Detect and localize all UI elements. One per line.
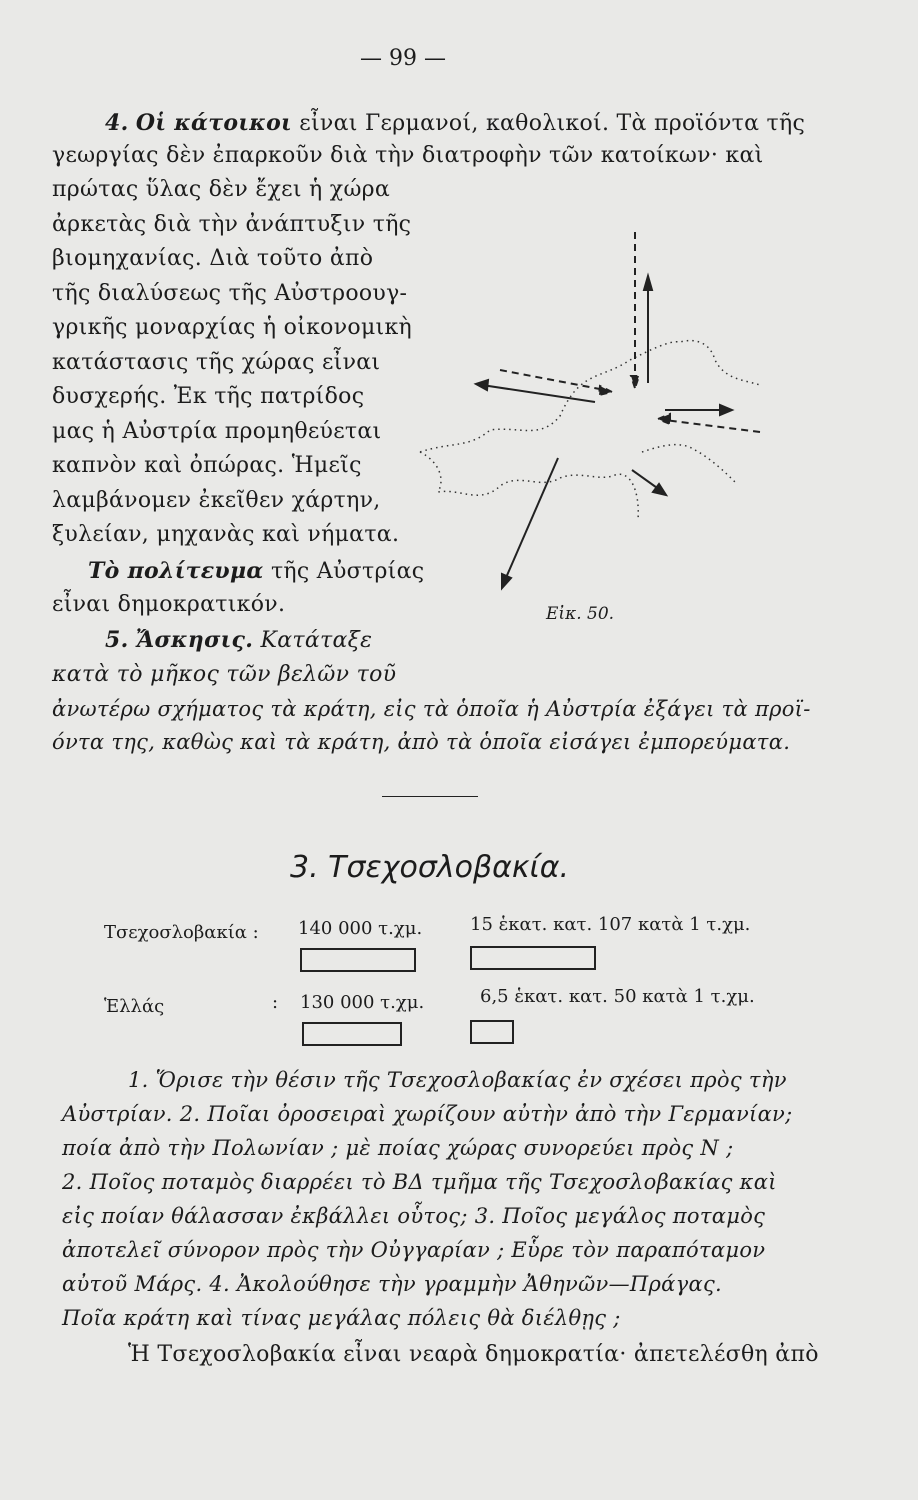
section-4-line: τῆς διαλύσεως τῆς Αὐστροουγ- [52,281,408,306]
section-5-line: ἀνωτέρω σχήματος τὰ κράτη, εἰς τὰ ὁποῖα ἡ Αὐστρία ἐξάγει τὰ προϊ- [52,697,811,721]
section-4-line: καπνὸν καὶ ὀπώρας. Ἡμεῖς [52,453,362,478]
section-4-first-line [105,110,805,136]
export-arrows [476,276,732,588]
stat-country-greece: Ἑλλάς [104,996,165,1017]
section-5-line: κατὰ τὸ μῆκος τῶν βελῶν τοῦ [52,662,397,687]
exercise-line: ἀποτελεῖ σύνορον πρὸς τὴν Οὐγγαρίαν ; Εὗρε τὸν παραπόταμον [62,1238,766,1262]
population-bar-czechoslovakia [470,946,596,970]
section-4-line: ἀρκετὰς διὰ τὴν ἀνάπτυξιν τῆς [52,212,412,237]
section-4-line: βιομηχανίας. Διὰ τοῦτο ἀπὸ [52,246,374,271]
page-number: — 99 — [360,46,446,71]
government-line-2: εἶναι δημοκρατικόν. [52,592,286,617]
area-bar-greece [302,1022,402,1046]
section-5-number: 5. [105,627,129,653]
stat-colon: : [272,992,279,1013]
section-5-line: όντα της, καθὼς καὶ τὰ κράτη, ἀπὸ τὰ ὁποῖα εἰσάγει ἐμπορεύματα. [52,730,791,754]
exercise-line: Αὐστρίαν. 2. Ποῖαι ὀροσειραὶ χωρίζουν αὐτὴν ἀπὸ τὴν Γερμανίαν; [62,1102,793,1126]
section-4-line: λαμβάνομεν ἐκεῖθεν χάρτην, [52,488,381,513]
section-4-line-1: εἶναι Γερμανοί, καθολικοί. Τὰ προϊόντα τῆς [299,111,806,136]
figure-caption: Εἰκ. 50. [546,604,615,624]
section-4-line: πρώτας ὕλας δὲν ἔχει ἡ χώρα [52,177,391,202]
exercise-line: Ποῖα κράτη καὶ τίνας μεγάλας πόλεις θὰ διέλθῃς ; [62,1306,621,1330]
stat-area-greece: 130 000 τ.χμ. [300,992,425,1013]
stat-area-czechoslovakia: 140 000 τ.χμ. [298,918,423,939]
section-4-line: κατάστασις τῆς χώρας εἶναι [52,350,381,375]
population-bar-greece [470,1020,514,1044]
section-4-line: δυσχερής. Ἐκ τῆς πατρίδος [52,384,365,409]
section-5-rest: Κατάταξε [260,628,373,653]
section-4-lead: Οἱ κάτοικοι [135,110,292,136]
government-lead: Τὸ πολίτευμα [88,558,264,584]
section-4-line: γρικῆς μοναρχίας ἡ οἰκονομικὴ [52,315,413,340]
austria-outline [420,341,760,520]
austria-trade-figure [410,220,790,600]
section-4-line: ξυλείαν, μηχανὰς καὶ νήματα. [52,522,400,547]
government-rest: τῆς Αὐστρίας [270,559,425,584]
section-5-lead: Ἄσκησις. [135,627,254,653]
exercise-line: αὐτοῦ Μάρς. 4. Ἀκολούθησε τὴν γραμμὴν Ἀθηνῶν—Πράγας. [62,1272,722,1296]
section-divider [382,796,478,797]
section-4-line: μας ἡ Αὐστρία προμηθεύεται [52,419,382,444]
stat-country-czechoslovakia: Τσεχοσλοβακία : [104,922,259,943]
exercise-line: 1. Ὅρισε τὴν θέσιν τῆς Τσεχοσλοβακίας ἐν σχέσει πρὸς τὴν [128,1068,787,1092]
section-5-first-line [105,627,372,653]
chapter-title: 3. Τσεχοσλοβακία. [290,850,570,885]
section-4-number: 4. [105,110,129,136]
government-line [88,558,424,584]
area-bar-czechoslovakia [300,948,416,972]
exercise-line: 2. Ποῖος ποταμὸς διαρρέει τὸ ΒΔ τμῆμα τῆς Τσεχοσλοβακίας καὶ [62,1170,777,1194]
stat-population-greece: 6,5 ἑκατ. κατ. 50 κατὰ 1 τ.χμ. [480,986,755,1007]
exercise-line: εἰς ποίαν θάλασσαν ἐκβάλλει οὗτος; 3. Ποῖος μεγάλος ποταμὸς [62,1204,766,1228]
import-arrows [500,232,760,432]
stat-population-czechoslovakia: 15 ἑκατ. κατ. 107 κατὰ 1 τ.χμ. [470,914,751,935]
exercise-line: ποία ἀπὸ τὴν Πολωνίαν ; μὲ ποίας χώρας συνορεύει πρὸς Ν ; [62,1136,734,1160]
closing-line: Ἡ Τσεχοσλοβακία εἶναι νεαρὰ δημοκρατία· ἀπετελέσθη ἀπὸ [128,1342,819,1367]
section-4-line: γεωργίας δὲν ἐπαρκοῦν διὰ τὴν διατροφὴν τῶν κατοίκων· καὶ [52,143,764,168]
